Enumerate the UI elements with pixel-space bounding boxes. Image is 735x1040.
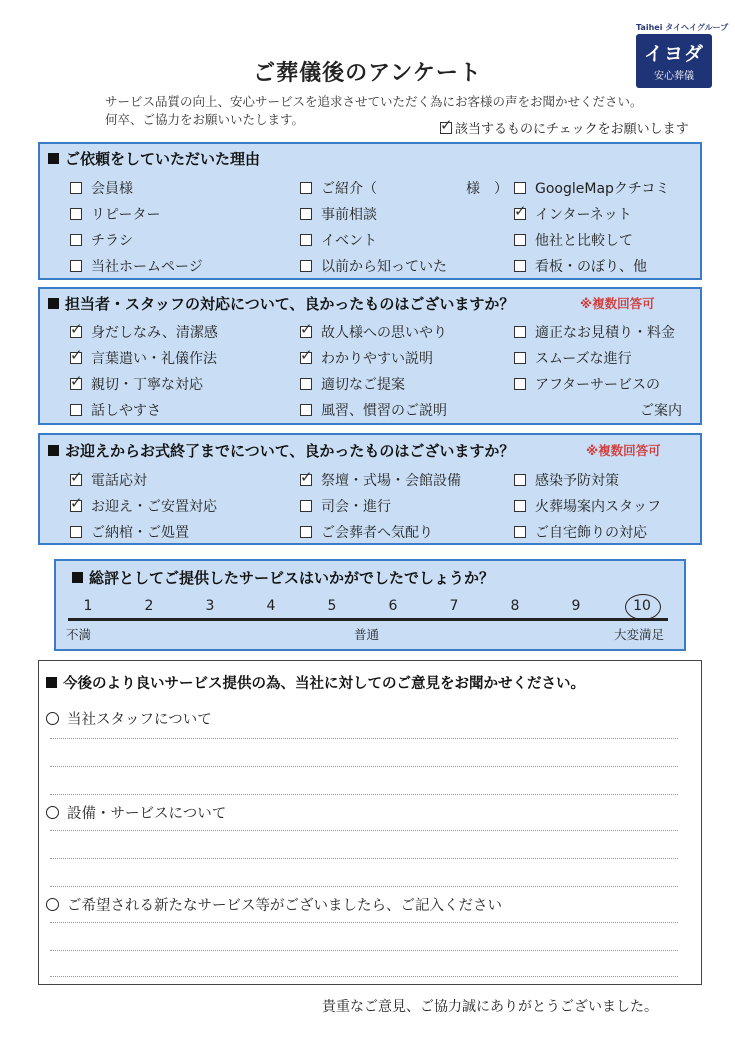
section-overall-title: 総評としてご提供したサービスはいかがでしたでしょうか？ [72,567,494,588]
checkbox-icon [70,182,82,194]
circle-bullet-icon [46,712,59,725]
checkbox-checked-icon [70,352,82,364]
answer-line[interactable] [50,830,678,831]
scale-10[interactable]: 10 [633,598,651,614]
checkbox-checked-icon [70,500,82,512]
checkbox-infection[interactable]: 感染予防対策 [514,470,619,490]
checkbox-icon [514,500,526,512]
checkbox-icon [514,526,526,538]
section-opinions-title: 今後のより良いサービス提供の為、当社に対してのご意見をお聞かせください。 [46,672,585,693]
question-new-service: ご希望される新たなサービス等がございましたら、ご記入ください [46,894,502,915]
checkbox-crematorium[interactable]: 火葬場案内スタッフ [514,496,661,516]
checkbox-proposal[interactable]: 適切なご提案 [300,374,405,394]
answer-line[interactable] [50,886,678,887]
checkbox-easy-talk[interactable]: 話しやすさ [70,400,161,420]
checkbox-pickup[interactable]: ✓お迎え・ご安置対応 [70,496,217,516]
checkbox-icon [70,526,82,538]
checkbox-internet[interactable]: ✓ インターネット [514,204,632,224]
checkbox-icon [514,260,526,272]
checkbox-homepage[interactable]: 当社ホームページ [70,256,203,276]
scale-9[interactable]: 9 [571,598,581,614]
checkbox-icon [300,526,312,538]
checkbox-checked-icon [300,352,312,364]
checkbox-known-before[interactable]: 以前から知っていた [300,256,447,276]
answer-line[interactable] [50,766,678,767]
scale-1[interactable]: 1 [83,598,93,614]
checkbox-checked-icon [70,474,82,486]
question-facility: 設備・サービスについて [46,802,226,823]
circle-bullet-icon [46,898,59,911]
checkbox-icon [514,474,526,486]
checkbox-icon [70,260,82,272]
checkbox-aftercare[interactable]: アフターサービスの [514,374,660,394]
aftercare-continuation: ご案内 [640,403,682,419]
checkbox-mourners[interactable]: ご会葬者へ気配り [300,522,433,542]
section-ceremony-title: お迎えからお式終了までについて、良かったものはございますか？ [48,440,514,461]
checkbox-manners[interactable]: ✓言葉遣い・礼儀作法 [70,348,217,368]
page-title: ご葬儀後のアンケート [253,61,482,86]
circle-bullet-icon [46,806,59,819]
section-staff-title: 担当者・スタッフの対応について、良かったものはございますか？ [48,293,514,314]
checkbox-icon [514,234,526,246]
scale-8[interactable]: 8 [510,598,520,614]
checkbox-mc[interactable]: 司会・進行 [300,496,391,516]
checkbox-icon [300,208,312,220]
checkbox-icon [514,378,526,390]
checkbox-icon [300,378,312,390]
checkbox-checked-icon [514,208,526,220]
checkbox-event[interactable]: イベント [300,230,377,250]
logo-brand-text: Taihei タイヘイグループ [636,23,729,32]
checkbox-checked-icon [300,326,312,338]
multi-answer-note: ※複数回答可 [586,443,661,458]
answer-line[interactable] [50,976,678,977]
checkbox-home-decor[interactable]: ご自宅飾りの対応 [514,522,647,542]
checkbox-googlemap[interactable]: GoogleMapクチコミ [514,178,669,198]
answer-line[interactable] [50,922,678,923]
multi-answer-note: ※複数回答可 [580,296,655,311]
checkbox-checked-icon [70,378,82,390]
checkbox-kindness[interactable]: ✓親切・丁寧な対応 [70,374,203,394]
check-note [440,118,689,137]
scale-7[interactable]: 7 [449,598,459,614]
checkbox-facility[interactable]: ✓ 祭壇・式場・会館設備 [300,470,461,490]
checkbox-icon [300,500,312,512]
intro-line-1: サービス品質の向上、安心サービスを追求させていただく為にお客様の声をお聞かせください。 [105,94,643,109]
checkbox-icon [300,182,312,194]
checkbox-compared[interactable]: 他社と比較して [514,230,633,250]
checkbox-icon [300,260,312,272]
checkbox-pricing[interactable]: 適正なお見積り・料金 [514,322,675,342]
thanks-message: 貴重なご意見、ご協力誠にありがとうございました。 [322,999,658,1015]
scale-label-mid: 普通 [354,627,380,642]
intro-line-2: 何卒、ご協力をお願いいたします。 [105,112,305,127]
checkbox-member[interactable]: 会員様 [70,178,133,198]
checkbox-customs[interactable]: 風習、慣習のご説明 [300,400,447,420]
checkbox-checked-icon [70,326,82,338]
checkbox-icon [300,234,312,246]
checkbox-consultation[interactable]: 事前相談 [300,204,377,224]
checkbox-icon [70,404,82,416]
selected-rating-circle [625,594,661,620]
sample-checkbox-icon [440,122,452,134]
answer-line[interactable] [50,794,678,795]
answer-line[interactable] [50,950,678,951]
question-staff: 当社スタッフについて [46,708,212,729]
checkbox-explanation[interactable]: ✓ わかりやすい説明 [300,348,433,368]
answer-line[interactable] [50,858,678,859]
checkbox-encoffin[interactable]: ご納棺・ご処置 [70,522,189,542]
checkbox-icon [70,208,82,220]
scale-5[interactable]: 5 [327,598,337,614]
checkbox-icon [514,326,526,338]
answer-line[interactable] [50,738,678,739]
checkbox-icon [70,234,82,246]
scale-label-high: 大変満足 [614,627,665,642]
checkbox-smooth[interactable]: スムーズな進行 [514,348,632,368]
logo-sub-text: 安心葬儀 [654,71,694,82]
check-note-text: 該当するものにチェックをお願いします [455,122,689,137]
scale-3[interactable]: 3 [205,598,215,614]
section-reasons-title: ご依頼をしていただいた理由 [48,148,260,169]
checkbox-icon [300,404,312,416]
checkbox-signboard[interactable]: 看板・のぼり、他 [514,256,647,276]
checkbox-flyer[interactable]: チラシ [70,230,133,250]
scale-6[interactable]: 6 [388,598,398,614]
scale-label-low: 不満 [66,627,92,642]
logo-main-text: イヨダ [643,43,704,65]
checkbox-phone[interactable]: ✓電話応対 [70,470,147,490]
checkbox-icon [514,352,526,364]
rating-scale-line [68,618,668,621]
scale-2[interactable]: 2 [144,598,154,614]
checkbox-icon [514,182,526,194]
checkbox-referral[interactable]: ご紹介（ [300,178,377,198]
checkbox-appearance[interactable]: ✓身だしなみ、清潔感 [70,322,218,342]
checkbox-consideration[interactable]: ✓ 故人様への思いやり [300,322,447,342]
referral-suffix: 様 ） [466,181,508,197]
checkbox-repeater[interactable]: リピーター [70,204,160,224]
scale-4[interactable]: 4 [266,598,276,614]
checkbox-checked-icon [300,474,312,486]
